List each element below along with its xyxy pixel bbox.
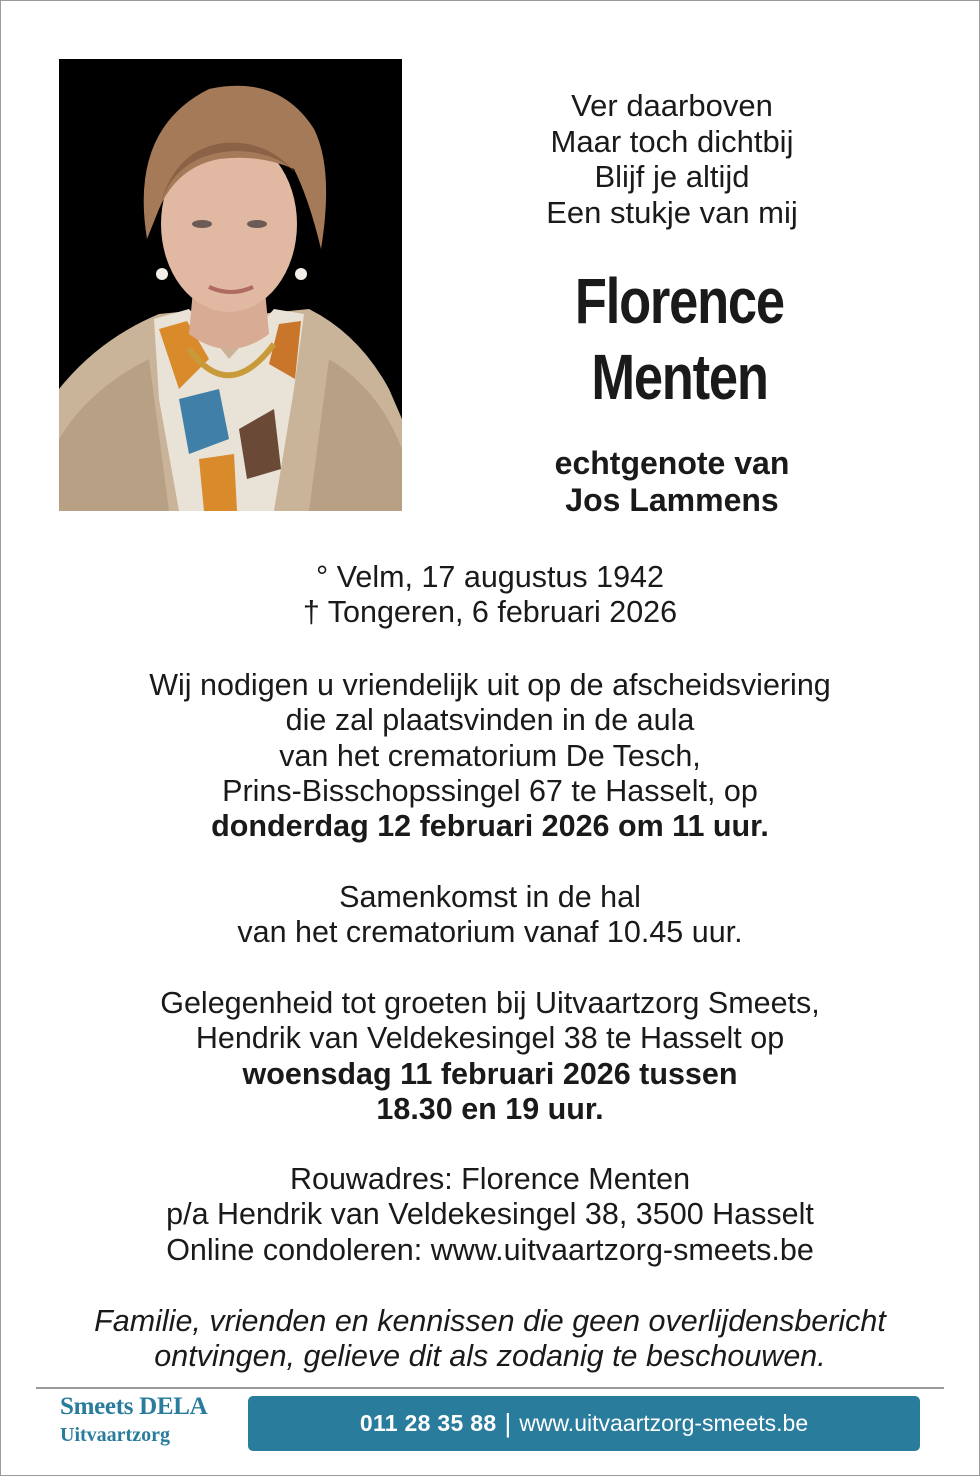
logo-name: Smeets DELA xyxy=(60,1393,208,1420)
divider xyxy=(36,1387,944,1389)
invite-line: die zal plaatsvinden in de aula xyxy=(285,703,695,738)
company-logo xyxy=(60,1392,207,1448)
invite-line: Prins-Bisschopssingel 67 te Hasselt, op xyxy=(222,773,758,808)
poem-line: Een stukje van mij xyxy=(546,194,798,230)
spouse-name: Jos Lammens xyxy=(565,482,779,518)
note-line: Familie, vrienden en kennissen die geen overlijdensbericht xyxy=(94,1304,886,1338)
note-line: ontvingen, gelieve dit als zodanig te beschouwen. xyxy=(154,1339,826,1374)
logo-subtitle: Uitvaartzorg xyxy=(60,1424,170,1446)
greeting-info xyxy=(0,986,980,1127)
gathering-info xyxy=(0,880,980,951)
death-date: † Tongeren, 6 februari 2026 xyxy=(302,595,678,630)
separator: | xyxy=(504,1408,512,1438)
greeting-line: Hendrik van Veldekesingel 38 te Hasselt op xyxy=(195,1021,785,1056)
life-dates xyxy=(0,560,980,631)
notice-note xyxy=(0,1304,980,1375)
last-name: Menten xyxy=(590,341,768,413)
spouse-info xyxy=(470,445,874,519)
invite-line: Wij nodigen u vriendelijk uit op de afscheidsviering xyxy=(149,668,831,702)
invite-line: van het crematorium De Tesch, xyxy=(279,738,701,773)
poem-line: Maar toch dichtbij xyxy=(550,123,794,159)
address-line: p/a Hendrik van Veldekesingel 38, 3500 Hasselt xyxy=(166,1197,814,1232)
mourning-address xyxy=(0,1162,980,1268)
greeting-line: Gelegenheid tot groeten bij Uitvaartzorg Smeets, xyxy=(160,986,820,1020)
birth-date: ° Velm, 17 augustus 1942 xyxy=(316,560,664,594)
gathering-line: van het crematorium vanaf 10.45 uur. xyxy=(237,915,743,950)
gathering-line: Samenkomst in de hal xyxy=(339,880,641,914)
greeting-datetime: woensdag 11 februari 2026 tussen xyxy=(242,1056,738,1091)
address-line: Rouwadres: Florence Menten xyxy=(289,1162,691,1196)
deceased-name xyxy=(470,263,888,415)
ceremony-invitation xyxy=(0,668,980,844)
website-link[interactable]: www.uitvaartzorg-smeets.be xyxy=(519,1410,809,1436)
contact-banner xyxy=(248,1396,920,1451)
portrait-photo xyxy=(59,59,402,511)
spouse-relation: echtgenote van xyxy=(554,445,790,481)
poem xyxy=(470,88,874,230)
poem-line: Ver daarboven xyxy=(571,88,773,123)
poem-line: Blijf je altijd xyxy=(594,159,750,194)
first-name: Florence xyxy=(574,265,784,337)
ceremony-datetime: donderdag 12 februari 2026 om 11 uur. xyxy=(211,809,769,844)
condolence-link[interactable]: Online condoleren: www.uitvaartzorg-smeets.be xyxy=(166,1232,814,1267)
greeting-time: 18.30 en 19 uur. xyxy=(376,1091,604,1126)
phone-number[interactable]: 011 28 35 88 xyxy=(359,1410,497,1436)
